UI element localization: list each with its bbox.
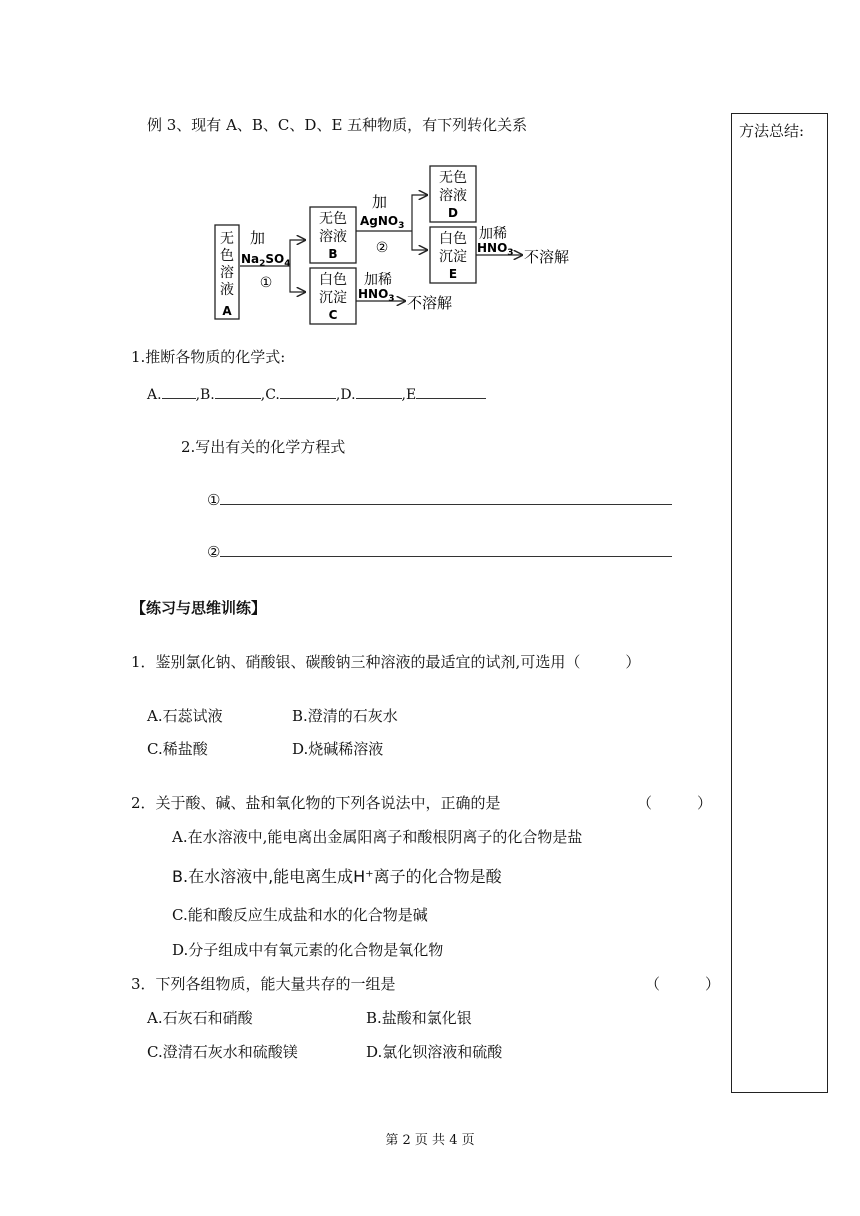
q1-blanks: A. ,B. ,C. ,D. ,E [147, 384, 486, 403]
practice-q2-option-b[interactable]: B.在水溶液中,能电离生成H⁺离子的化合物是酸 [172, 867, 502, 886]
box-b-line: 溶液 [319, 229, 347, 245]
step1-num: ① [259, 275, 273, 291]
blank-a[interactable] [162, 384, 196, 399]
practice-q3-answer-paren[interactable]: （ ） [645, 975, 721, 993]
practice-q2-option-c[interactable]: C.能和酸反应生成盐和水的化合物是碱 [172, 906, 428, 924]
practice-q1-stem: 1．鉴别氯化钠、硝酸银、碳酸钠三种溶液的最适宜的试剂,可选用（ ） [131, 653, 641, 671]
practice-q3-option-b[interactable]: B.盐酸和氯化银 [366, 1009, 472, 1027]
blank-c[interactable] [280, 384, 336, 399]
practice-q3-option-d[interactable]: D.氯化钡溶液和硫酸 [366, 1043, 503, 1061]
c-acid-reagent: $HNO_3$ [358, 287, 395, 304]
blank-b[interactable] [215, 384, 261, 399]
box-a-line: 溶 [220, 265, 234, 281]
box-b-label: B [328, 247, 338, 261]
box-c-label: C [328, 308, 338, 322]
practice-q2-option-d[interactable]: D.分子组成中有氧元素的化合物是氧化物 [172, 941, 444, 959]
step1-add: 加 [250, 229, 266, 247]
box-b-line: 无色 [319, 211, 347, 227]
e-acid-add: 加稀 [479, 226, 507, 242]
box-a-label: A [222, 304, 232, 318]
practice-q1-option-b[interactable]: B.澄清的石灰水 [292, 707, 398, 725]
e-acid-reagent: $HNO_3$ [477, 241, 514, 258]
q2-prompt: 2.写出有关的化学方程式 [181, 438, 346, 456]
c-insoluble: 不溶解 [407, 294, 453, 312]
box-d-line: 无色 [439, 170, 467, 186]
box-a-line: 色 [220, 248, 234, 264]
box-d-label: D [448, 206, 458, 220]
box-a-line: 液 [220, 282, 234, 298]
step2-num: ② [375, 240, 389, 256]
box-d-line: 溶液 [439, 188, 467, 204]
e-insoluble: 不溶解 [524, 248, 570, 266]
practice-q3-option-c[interactable]: C.澄清石灰水和硫酸镁 [147, 1043, 298, 1061]
practice-q2-option-a[interactable]: A.在水溶液中,能电离出金属阳离子和酸根阴离子的化合物是盐 [172, 828, 583, 846]
box-e-line: 白色 [439, 231, 467, 247]
box-e-label: E [448, 267, 458, 281]
box-e-line: 沉淀 [439, 249, 467, 265]
practice-q3-option-a[interactable]: A.石灰石和硝酸 [147, 1009, 253, 1027]
box-c-line: 白色 [319, 272, 347, 288]
example-title: 例 3、现有 A、B、C、D、E 五种物质，有下列转化关系 [147, 116, 528, 134]
practice-q1-option-a[interactable]: A.石蕊试液 [147, 707, 223, 725]
q1-prompt: 1.推断各物质的化学式: [131, 348, 286, 366]
box-c-line: 沉淀 [319, 290, 347, 306]
practice-q2-stem: 2．关于酸、碱、盐和氧化物的下列各说法中，正确的是 [131, 794, 501, 812]
step2-add: 加 [372, 193, 388, 211]
blank-e[interactable] [416, 384, 486, 399]
practice-q3-stem: 3．下列各组物质，能大量共存的一组是 [131, 975, 396, 993]
equation-1-line[interactable] [220, 490, 672, 505]
practice-q1-option-d[interactable]: D.烧碱稀溶液 [292, 740, 384, 758]
step1-reagent: $Na_2SO_4$ [241, 252, 291, 269]
practice-q1-option-c[interactable]: C.稀盐酸 [147, 740, 208, 758]
method-summary-label: 方法总结: [739, 122, 805, 140]
equation-2-line[interactable] [220, 542, 672, 557]
reaction-diagram [0, 0, 860, 340]
step2-reagent: AgNO$_3$ [360, 214, 405, 231]
equation-2: ② [207, 542, 672, 561]
practice-heading: 【练习与思维训练】 [131, 599, 267, 617]
equation-1: ① [207, 490, 672, 509]
box-a-line: 无 [220, 231, 234, 247]
c-acid-add: 加稀 [364, 272, 392, 288]
blank-d[interactable] [356, 384, 402, 399]
page-footer: 第 2 页 共 4 页 [385, 1133, 475, 1148]
practice-q2-answer-paren[interactable]: （ ） [637, 794, 713, 812]
